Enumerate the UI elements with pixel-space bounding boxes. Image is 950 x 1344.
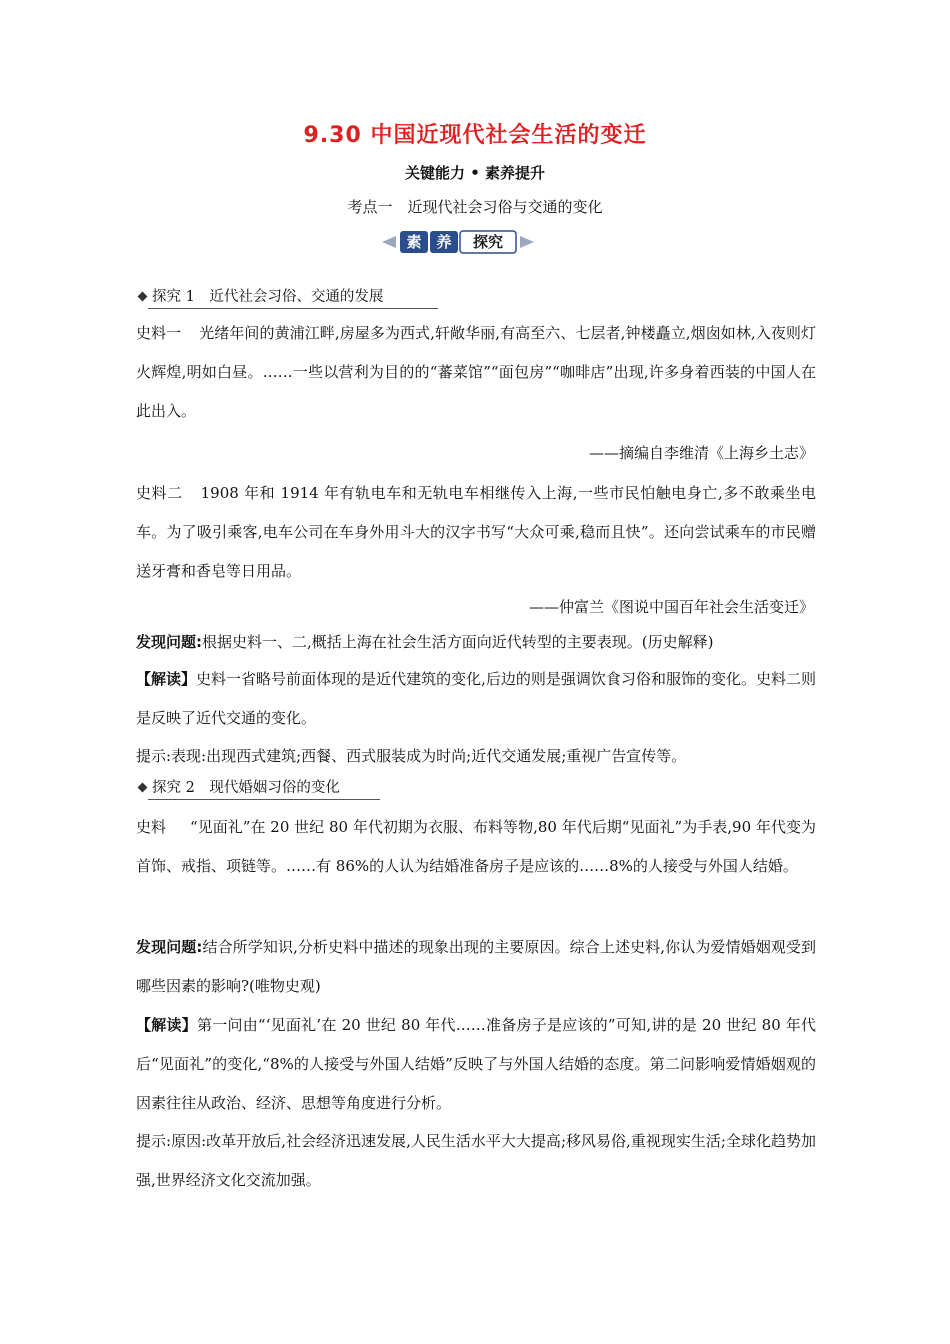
interpretation-2-text: 第一问由“‘见面礼’在 20 世纪 80 年代……准备房子是应该的”可知,讲的是 20 世纪 80 年代后“见面礼”的变化,“8%的人接受与外国人结婚”反映了与外国人结婚的态度。第二问影响爱情婚姻观的因素往往从政治、经济、思想等角度进行分析。 xyxy=(136,1016,816,1112)
source-3-label: 史料 xyxy=(136,818,167,836)
heading-underline xyxy=(148,799,380,800)
interpretation-1-text: 史料一省略号前面体现的是近代建筑的变化,后边的则是强调饮食习俗和服饰的变化。史料二则是反映了近代交通的变化。 xyxy=(136,670,816,727)
banner-char-3-4: 探究 xyxy=(472,233,504,251)
source-3-paragraph xyxy=(136,808,816,886)
suyang-tanjiu-banner xyxy=(378,228,538,256)
question-1-text: 根据史料一、二,概括上海在社会生活方面向近代转型的主要表现。(历史解释) xyxy=(202,633,714,651)
source-3-text: “见面礼”在 20 世纪 80 年代初期为衣服、布料等物,80 年代后期“见面礼”为手表,90 年代变为首饰、戒指、项链等。……有 86%的人认为结婚准备房子是应该的……8%的人接受与外国人结婚。 xyxy=(136,818,816,875)
explore-1-heading-text: 探究 1 近代社会习俗、交通的发展 xyxy=(152,289,384,305)
interpretation-2 xyxy=(136,1006,816,1123)
explore-1-heading xyxy=(136,285,383,307)
source-1-citation: ——摘编自李维清《上海乡土志》 xyxy=(588,444,814,462)
diamond-bullet-icon xyxy=(138,291,148,301)
page-title: 9.30 中国近现代社会生活的变迁 xyxy=(303,123,647,148)
hint-2: 提示:原因:改革开放后,社会经济迅速发展,人民生活水平大大提高;移风易俗,重视现实生活;全球化趋势加强,世界经济文化交流加强。 xyxy=(136,1132,816,1189)
question-2-label: 发现问题: xyxy=(136,938,203,956)
explore-2-heading xyxy=(136,776,340,798)
banner-graphic xyxy=(378,228,538,256)
banner-char-1: 素 xyxy=(406,233,422,251)
question-1-label: 发现问题: xyxy=(136,633,202,651)
banner-char-2: 养 xyxy=(436,233,452,251)
source-1-text: 光绪年间的黄浦江畔,房屋多为西式,轩敞华丽,有高至六、七层者,钟楼矗立,烟囱如林,入夜则灯火辉煌,明如白昼。……一些以营利为目的的“蕃菜馆”“面包房”“咖啡店”出现,许多身着西装的中国人在此出入。 xyxy=(136,324,816,420)
diamond-bullet-icon xyxy=(138,782,148,792)
source-2-label: 史料二 xyxy=(136,484,183,502)
question-2-text: 结合所学知识,分析史料中描述的现象出现的主要原因。综合上述史料,你认为爱情婚姻观受到哪些因素的影响?(唯物史观) xyxy=(136,938,816,995)
interpretation-2-label: 【解读】 xyxy=(136,1016,197,1034)
source-2-citation: ——仲富兰《图说中国百年社会生活变迁》 xyxy=(528,598,814,616)
heading-underline xyxy=(148,308,438,309)
hint-1: 提示:表现:出现西式建筑;西餐、西式服装成为时尚;近代交通发展;重视广告宣传等。 xyxy=(136,747,687,765)
interpretation-1-label: 【解读】 xyxy=(136,670,197,688)
question-1 xyxy=(136,624,816,660)
explore-2-heading-text: 探究 2 现代婚姻习俗的变化 xyxy=(152,780,340,796)
interpretation-1 xyxy=(136,660,816,738)
source-2-paragraph xyxy=(136,474,816,591)
source-1-label: 史料一 xyxy=(136,324,182,342)
section-subtitle: 关键能力 • 素养提升 xyxy=(404,164,546,182)
kaodian-heading: 考点一 近现代社会习俗与交通的变化 xyxy=(347,198,603,216)
question-2 xyxy=(136,928,816,1006)
source-1-paragraph xyxy=(136,314,816,431)
source-2-text: 1908 年和 1914 年有轨电车和无轨电车相继传入上海,一些市民怕触电身亡,多不敢乘坐电车。为了吸引乘客,电车公司在车身外用斗大的汉字书写“大众可乘,稳而且快”。还向尝试乘车的市民赠送牙膏和香皂等日用品。 xyxy=(136,484,816,580)
